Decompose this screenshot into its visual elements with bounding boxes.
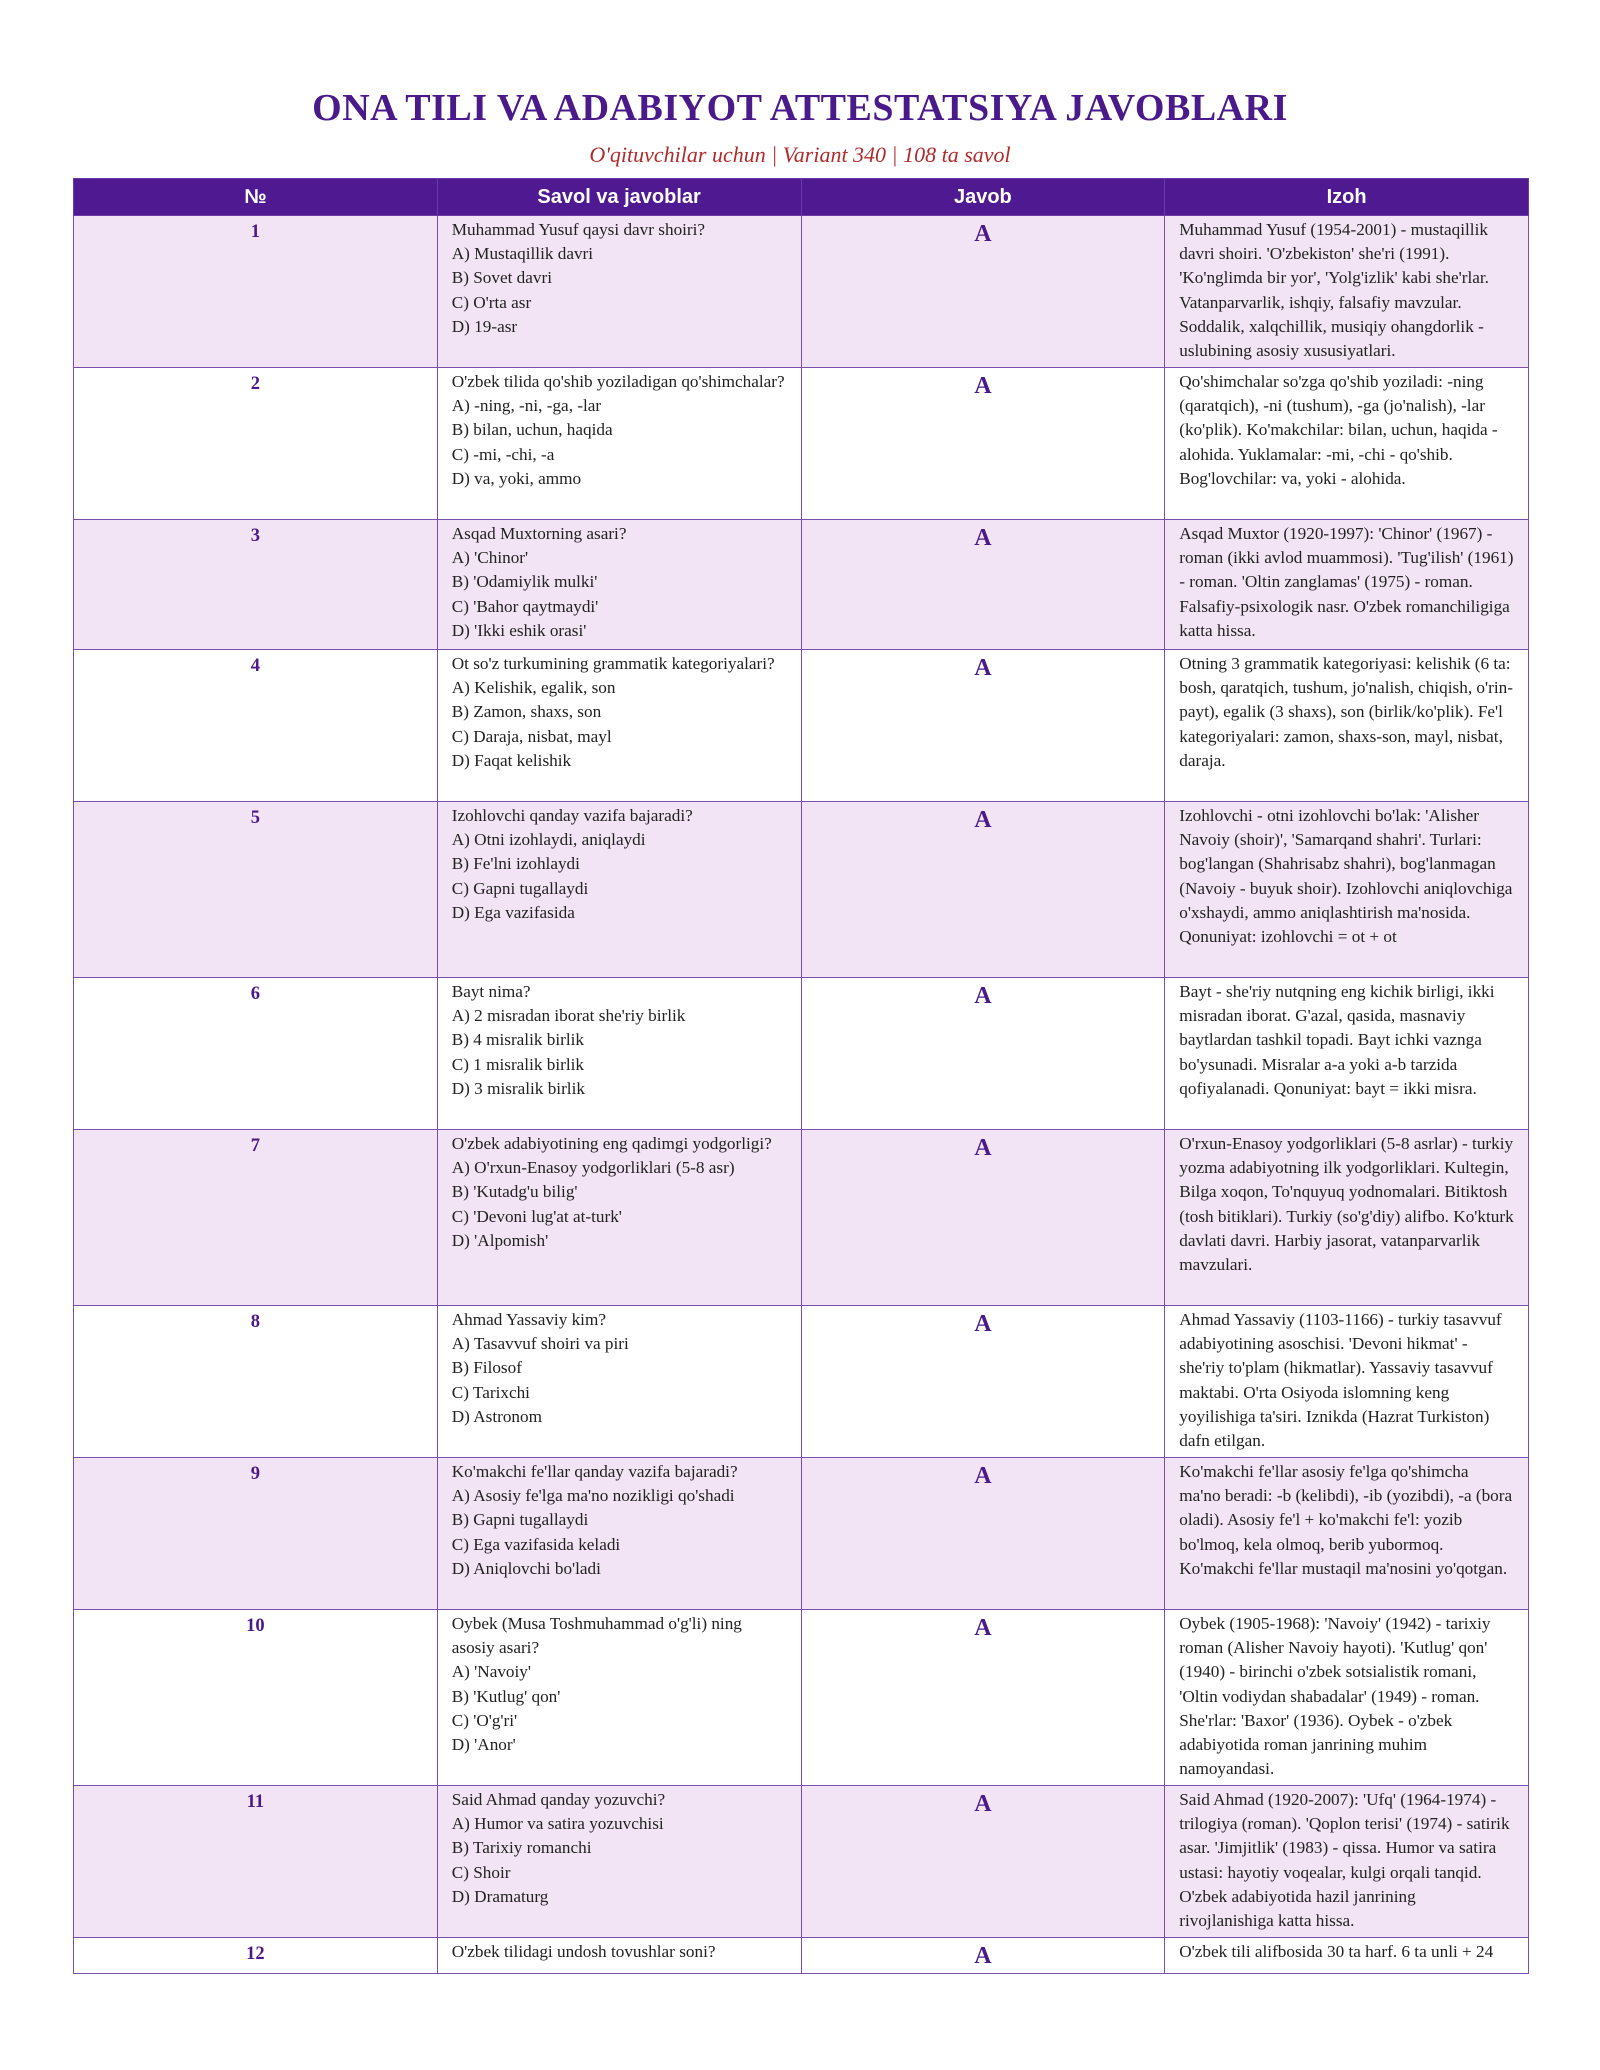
correct-answer: A — [801, 650, 1165, 802]
note-cell — [1165, 802, 1529, 978]
answer-option: A) 'Navoiy' — [451, 1662, 531, 1682]
answer-option: C) O'rta asr — [451, 292, 532, 312]
question-text: O'zbek adabiyotining eng qadimgi yodgorligi? — [451, 1134, 772, 1153]
correct-answer: A — [801, 1306, 1165, 1458]
answer-option: B) Sovet davri — [451, 268, 552, 288]
question-cell — [437, 368, 801, 520]
question-number: 5 — [74, 802, 438, 978]
header-answer: Javob — [801, 179, 1165, 216]
answer-option: A) Tasavvuf shoiri va piri — [451, 1334, 629, 1354]
table-row — [74, 802, 1529, 978]
answer-option: B) Tarixiy romanchi — [451, 1838, 592, 1858]
question-cell — [437, 802, 801, 978]
question-number: 3 — [74, 520, 438, 650]
answer-option: C) Ega vazifasida keladi — [451, 1534, 621, 1554]
answer-option: A) Kelishik, egalik, son — [451, 678, 616, 698]
question-text: Ot so'z turkumining grammatik kategoriyalari? — [451, 654, 775, 673]
correct-answer: A — [801, 1130, 1165, 1306]
note-text: Said Ahmad (1920-2007): 'Ufq' (1964-1974) - trilogiya (roman). 'Qoplon terisi' (1974) - satirik asar. 'Jimjitlik' (1983) - qissa. Humor va satira ustasi: hayotiy voqealar, kulgi orqali tanqid. O'zbek adabiyotida hazil janrining rivojlanishiga katta hissa. — [1179, 1790, 1510, 1931]
note-text: Otning 3 grammatik kategoriyasi: kelishik (6 ta: bosh, qaratqich, tushum, jo'nalish, chiqish, o'rin-payt), egalik (3 shaxs), son (birlik/ko'plik). Fe'l kategoriyalari: zamon, shaxs-son, mayl, nisbat, daraja. — [1179, 654, 1513, 770]
answer-option: D) 19-asr — [451, 316, 518, 336]
answer-option: A) -ning, -ni, -ga, -lar — [451, 396, 602, 416]
answer-option: A) Humor va satira yozuvchisi — [451, 1814, 664, 1834]
answer-option: A) Mustaqillik davri — [451, 244, 594, 264]
question-cell — [437, 520, 801, 650]
answer-option: C) Gapni tugallaydi — [451, 878, 589, 898]
note-cell — [1165, 1130, 1529, 1306]
note-cell — [1165, 520, 1529, 650]
answer-option: A) Asosiy fe'lga ma'no nozikligi qo'shadi — [451, 1486, 735, 1506]
note-text: Bayt - she'riy nutqning eng kichik birligi, ikki misradan iborat. G'azal, qasida, masnaviy baytlardan tashkil topadi. Bayt ichki vaznga bo'ysunadi. Misralar a-a yoki a-b tarzida qofiyalanadi. Qonuniyat: bayt = ikki misra. — [1179, 982, 1495, 1098]
note-text: Asqad Muxtor (1920-1997): 'Chinor' (1967) - roman (ikki avlod muammosi). 'Tug'ilish' (1961) - roman. 'Oltin zanglamas' (1975) - roman. Falsafiy-psixologik nasr. O'zbek romanchiligiga katta hissa. — [1179, 524, 1514, 640]
table-row — [74, 368, 1529, 520]
note-cell — [1165, 368, 1529, 520]
correct-answer: A — [801, 1610, 1165, 1786]
question-cell — [437, 978, 801, 1130]
note-cell — [1165, 1458, 1529, 1610]
note-cell — [1165, 1306, 1529, 1458]
question-text: Oybek (Musa Toshmuhammad o'g'li) ning asosiy asari? — [451, 1614, 742, 1658]
correct-answer: A — [801, 1458, 1165, 1610]
answer-option: C) -mi, -chi, -a — [451, 444, 555, 464]
answer-option: B) Zamon, shaxs, son — [451, 702, 602, 722]
question-text: Muhammad Yusuf qaysi davr shoiri? — [451, 220, 706, 239]
table-row — [74, 1306, 1529, 1458]
answer-option: C) Daraja, nisbat, mayl — [451, 726, 612, 746]
note-cell — [1165, 1786, 1529, 1938]
table-header-row — [74, 179, 1529, 216]
page-subtitle: O'qituvchilar uchun | Variant 340 | 108 ta savol — [589, 142, 1011, 167]
question-text: Ko'makchi fe'llar qanday vazifa bajaradi? — [451, 1462, 738, 1481]
answer-option: A) 'Chinor' — [451, 548, 529, 568]
question-cell — [437, 650, 801, 802]
answer-option: A) O'rxun-Enasoy yodgorliklari (5-8 asr) — [451, 1158, 735, 1178]
question-number: 10 — [74, 1610, 438, 1786]
answer-option: B) Filosof — [451, 1358, 522, 1378]
question-number: 6 — [74, 978, 438, 1130]
answer-option: D) va, yoki, ammo — [451, 468, 582, 488]
correct-answer: A — [801, 802, 1165, 978]
table-row — [74, 1938, 1529, 1974]
answer-option: D) Ega vazifasida — [451, 902, 575, 922]
table-row — [74, 1786, 1529, 1938]
question-number: 12 — [74, 1938, 438, 1974]
table-row — [74, 650, 1529, 802]
answers-table — [73, 178, 1529, 1974]
table-row — [74, 1458, 1529, 1610]
question-cell — [437, 1786, 801, 1938]
answer-option: B) 4 misralik birlik — [451, 1030, 584, 1050]
answer-option: C) Tarixchi — [451, 1382, 530, 1402]
correct-answer: A — [801, 1786, 1165, 1938]
note-cell — [1165, 1610, 1529, 1786]
question-number: 8 — [74, 1306, 438, 1458]
answer-option: D) 3 misralik birlik — [451, 1078, 585, 1098]
answer-option: D) 'Anor' — [451, 1735, 516, 1755]
question-text: O'zbek tilida qo'shib yoziladigan qo'shimchalar? — [451, 372, 785, 391]
note-text: Oybek (1905-1968): 'Navoiy' (1942) - tarixiy roman (Alisher Navoiy hayoti). 'Kutlug' qon' (1940) - birinchi o'zbek sotsialistik romani, 'Oltin vodiydan shabadalar' (1949) - roman. She'rlar: 'Baxor' (1936). Oybek - o'zbek adabiyotida roman janrining muhim namoyandasi. — [1179, 1614, 1491, 1779]
note-cell — [1165, 978, 1529, 1130]
note-cell — [1165, 650, 1529, 802]
question-number: 1 — [74, 216, 438, 368]
question-text: Bayt nima? — [451, 982, 531, 1001]
answer-option: D) 'Ikki eshik orasi' — [451, 620, 587, 640]
note-text: Ahmad Yassaviy (1103-1166) - turkiy tasavvuf adabiyotining asoschisi. 'Devoni hikmat' - she'riy to'plam (hikmatlar). Yassaviy tasavvuf maktabi. O'rta Osiyoda islomning keng yoyilishiga ta'siri. Iznikda (Hazrat Turkiston) dafn etilgan. — [1179, 1310, 1502, 1451]
question-cell — [437, 1458, 801, 1610]
answer-option: C) 'Bahor qaytmaydi' — [451, 596, 599, 616]
page-title: ONA TILI VA ADABIYOT ATTESTATSIYA JAVOBLARI — [312, 87, 1288, 129]
question-cell — [437, 1130, 801, 1306]
question-number: 4 — [74, 650, 438, 802]
answer-option: A) Otni izohlaydi, aniqlaydi — [451, 830, 646, 850]
header-note: Izoh — [1165, 179, 1529, 216]
answer-option: D) Dramaturg — [451, 1886, 549, 1906]
table-row — [74, 1610, 1529, 1786]
correct-answer: A — [801, 520, 1165, 650]
question-number: 11 — [74, 1786, 438, 1938]
question-number: 9 — [74, 1458, 438, 1610]
answer-option: D) Astronom — [451, 1406, 542, 1426]
answer-option: D) Faqat kelishik — [451, 750, 572, 770]
answer-option: D) 'Alpomish' — [451, 1230, 549, 1250]
question-cell — [437, 1306, 801, 1458]
answer-option: B) Gapni tugallaydi — [451, 1510, 589, 1530]
question-cell — [437, 1938, 801, 1974]
answer-option: B) 'Odamiylik mulki' — [451, 572, 598, 592]
correct-answer: A — [801, 368, 1165, 520]
question-number: 7 — [74, 1130, 438, 1306]
question-number: 2 — [74, 368, 438, 520]
note-text: O'rxun-Enasoy yodgorliklari (5-8 asrlar) - turkiy yozma adabiyotning ilk yodgorliklari. Kultegin, Bilga xoqon, To'nquyuq yodnomalari. Bitiktosh (tosh bitiklari). Turkiy (so'g'diy) alifbo. Ko'kturk davlati davri. Harbiy jasorat, vatanparvarlik mavzulari. — [1179, 1134, 1514, 1275]
table-row — [74, 978, 1529, 1130]
question-text: Said Ahmad qanday yozuvchi? — [451, 1790, 666, 1809]
answer-option: C) 'O'g'ri' — [451, 1710, 518, 1730]
table-body — [74, 216, 1529, 1974]
answer-option: B) bilan, uchun, haqida — [451, 420, 613, 440]
question-text: Asqad Muxtorning asari? — [451, 524, 627, 543]
answer-option: D) Aniqlovchi bo'ladi — [451, 1558, 601, 1578]
question-text: Ahmad Yassaviy kim? — [451, 1310, 606, 1329]
header-number: № — [74, 179, 438, 216]
table-row — [74, 520, 1529, 650]
question-text: Izohlovchi qanday vazifa bajaradi? — [451, 806, 693, 825]
correct-answer: A — [801, 1938, 1165, 1974]
question-text: O'zbek tilidagi undosh tovushlar soni? — [451, 1942, 716, 1961]
question-cell — [437, 216, 801, 368]
note-text: O'zbek tili alifbosida 30 ta harf. 6 ta unli + 24 — [1179, 1942, 1494, 1961]
note-text: Qo'shimchalar so'zga qo'shib yoziladi: -ning (qaratqich), -ni (tushum), -ga (jo'nalish), -lar (ko'plik). Ko'makchilar: bilan, uchun, haqida - alohida. Yuklamalar: -mi, -chi - qo'shib. Bog'lovchilar: va, yoki - alohida. — [1179, 372, 1498, 488]
answer-option: C) 1 misralik birlik — [451, 1054, 584, 1074]
note-text: Muhammad Yusuf (1954-2001) - mustaqillik davri shoiri. 'O'zbekiston' she'ri (1991). 'Ko'nglimda bir yor', 'Yolg'izlik' kabi she'rlar. Vatanparvarlik, ishqiy, falsafiy mavzular. Soddalik, xalqchillik, musiqiy ohangdorlik - uslubining asosiy xususiyatlari. — [1179, 220, 1489, 361]
answer-option: C) Shoir — [451, 1862, 511, 1882]
table-row — [74, 216, 1529, 368]
correct-answer: A — [801, 216, 1165, 368]
answer-option: A) 2 misradan iborat she'riy birlik — [451, 1006, 686, 1026]
answer-option: B) Fe'lni izohlaydi — [451, 854, 580, 874]
answer-option: C) 'Devoni lug'at at-turk' — [451, 1206, 622, 1226]
note-text: Izohlovchi - otni izohlovchi bo'lak: 'Alisher Navoiy (shoir)', 'Samarqand shahri'. Turlari: bog'langan (Shahrisabz shahri), bog'lanmagan (Navoiy - buyuk shoir). Izohlovchi aniqlovchiga o'xshaydi, ammo aniqlashtirish ma'nosida. Qonuniyat: izohlovchi = ot + ot — [1179, 806, 1513, 947]
header-question: Savol va javoblar — [437, 179, 801, 216]
question-cell — [437, 1610, 801, 1786]
answer-option: B) 'Kutlug' qon' — [451, 1686, 561, 1706]
note-text: Ko'makchi fe'llar asosiy fe'lga qo'shimcha ma'no beradi: -b (kelibdi), -ib (yozibdi), -a (bora oladi). Asosiy fe'l + ko'makchi fe'l: yozib bo'lmoq, kela olmoq, berib yubormoq. Ko'makchi fe'llar mustaqil ma'nosini yo'qotgan. — [1179, 1462, 1513, 1578]
correct-answer: A — [801, 978, 1165, 1130]
table-row — [74, 1130, 1529, 1306]
note-cell — [1165, 1938, 1529, 1974]
note-cell — [1165, 216, 1529, 368]
answer-option: B) 'Kutadg'u bilig' — [451, 1182, 578, 1202]
